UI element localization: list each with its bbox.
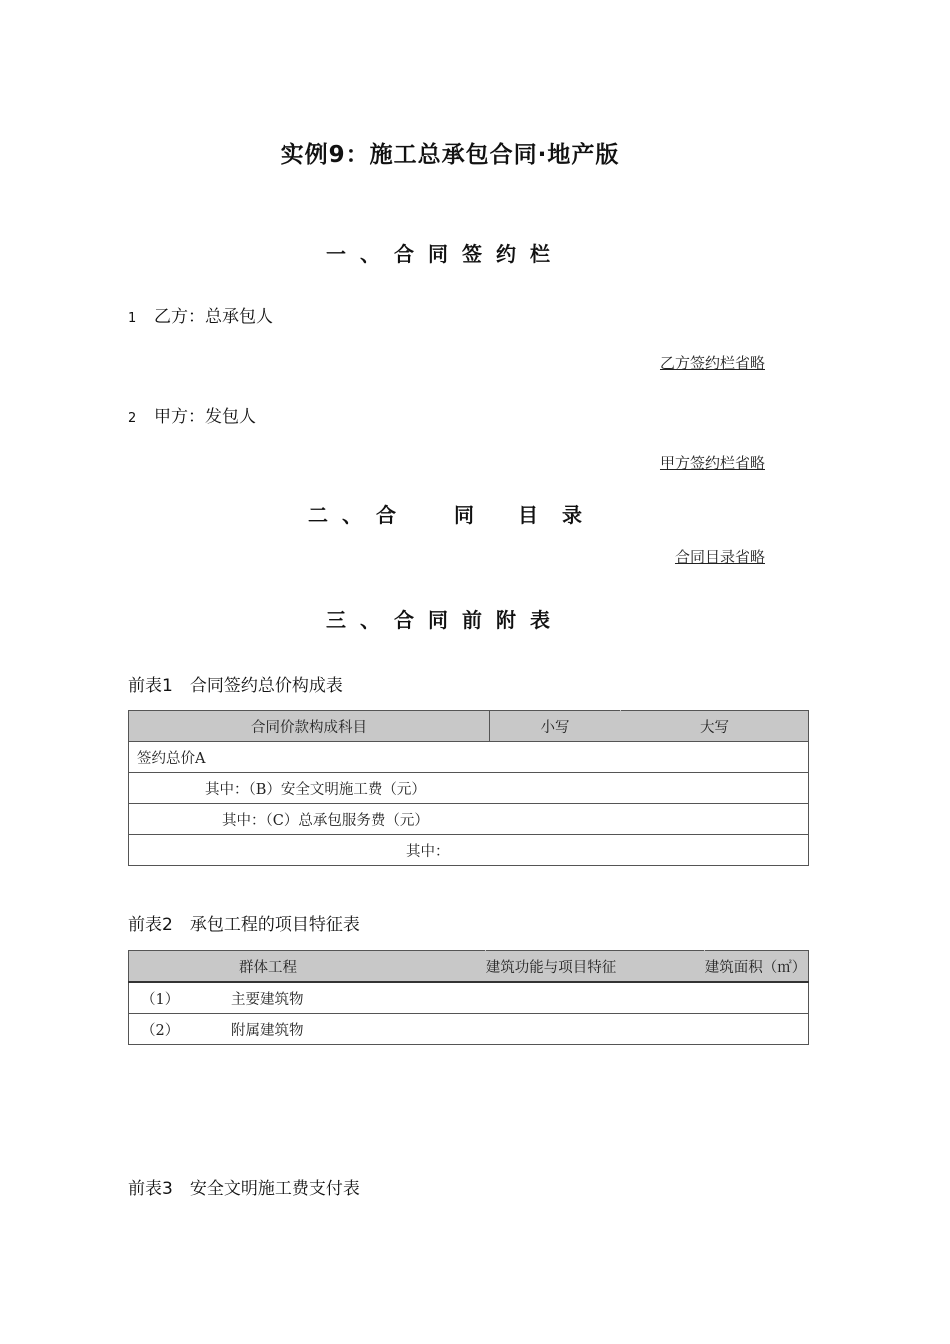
- price-composition-table: [128, 710, 809, 866]
- row-number: （1）: [141, 991, 180, 1008]
- table-header-cell: 大写: [621, 711, 809, 742]
- party-b-label: 乙方：总承包人: [154, 307, 273, 327]
- document-title: 实例9：施工总承包合同·地产版: [280, 142, 620, 168]
- party-a-number: 2: [128, 411, 137, 426]
- contents-note: 合同目录省略: [674, 548, 765, 566]
- project-features-table: [128, 950, 809, 1045]
- table-row: [129, 835, 809, 866]
- table-cell: 其中：（B）安全文明施工费（元）: [129, 773, 809, 804]
- party-b-number: 1: [128, 311, 137, 326]
- row-number: （2）: [141, 1022, 180, 1039]
- party-a-label: 甲方：发包人: [154, 407, 256, 427]
- contents-heading-part: 录: [562, 503, 582, 527]
- table-header-cell: 合同价款构成科目: [129, 711, 490, 742]
- contents-heading-part: 二、合: [308, 503, 410, 527]
- row-name: 主要建筑物: [231, 991, 304, 1008]
- table-cell: 其中：: [129, 835, 809, 866]
- table-cell: [129, 982, 809, 1014]
- table-header-row: [129, 711, 809, 742]
- party-b: [128, 302, 273, 327]
- party-b-note: 乙方签约栏省略: [659, 354, 765, 372]
- table-cell: 签约总价A: [129, 742, 809, 773]
- section-heading-contents: [0, 499, 890, 528]
- section-heading-attachments: 三、合同前附表: [326, 608, 564, 632]
- party-a-note: 甲方签约栏省略: [659, 454, 765, 472]
- row-name: 附属建筑物: [231, 1022, 304, 1039]
- table-row: [129, 982, 809, 1014]
- table-cell: 其中：（C）总承包服务费（元）: [129, 804, 809, 835]
- contents-heading-part: 目: [518, 503, 538, 527]
- party-a: [128, 402, 256, 427]
- table-cell: [129, 1014, 809, 1045]
- table-row: [129, 742, 809, 773]
- table-row: [129, 1014, 809, 1045]
- table-header-cell: 建筑功能与项目特征: [485, 951, 704, 983]
- table-row: [129, 773, 809, 804]
- table1-caption: 前表1 合同签约总价构成表: [128, 676, 343, 696]
- table2-caption: 前表2 承包工程的项目特征表: [128, 915, 360, 935]
- table-header-cell: 建筑面积（㎡）: [704, 951, 808, 983]
- section-heading-signing: 一、合同签约栏: [326, 242, 564, 266]
- table3-caption: 前表3 安全文明施工费支付表: [128, 1179, 360, 1199]
- table-header-cell: 小写: [490, 711, 621, 742]
- table-header-cell: 群体工程: [129, 951, 486, 983]
- table-header-row: [129, 951, 809, 983]
- contents-heading-part: 同: [454, 503, 474, 527]
- table-row: [129, 804, 809, 835]
